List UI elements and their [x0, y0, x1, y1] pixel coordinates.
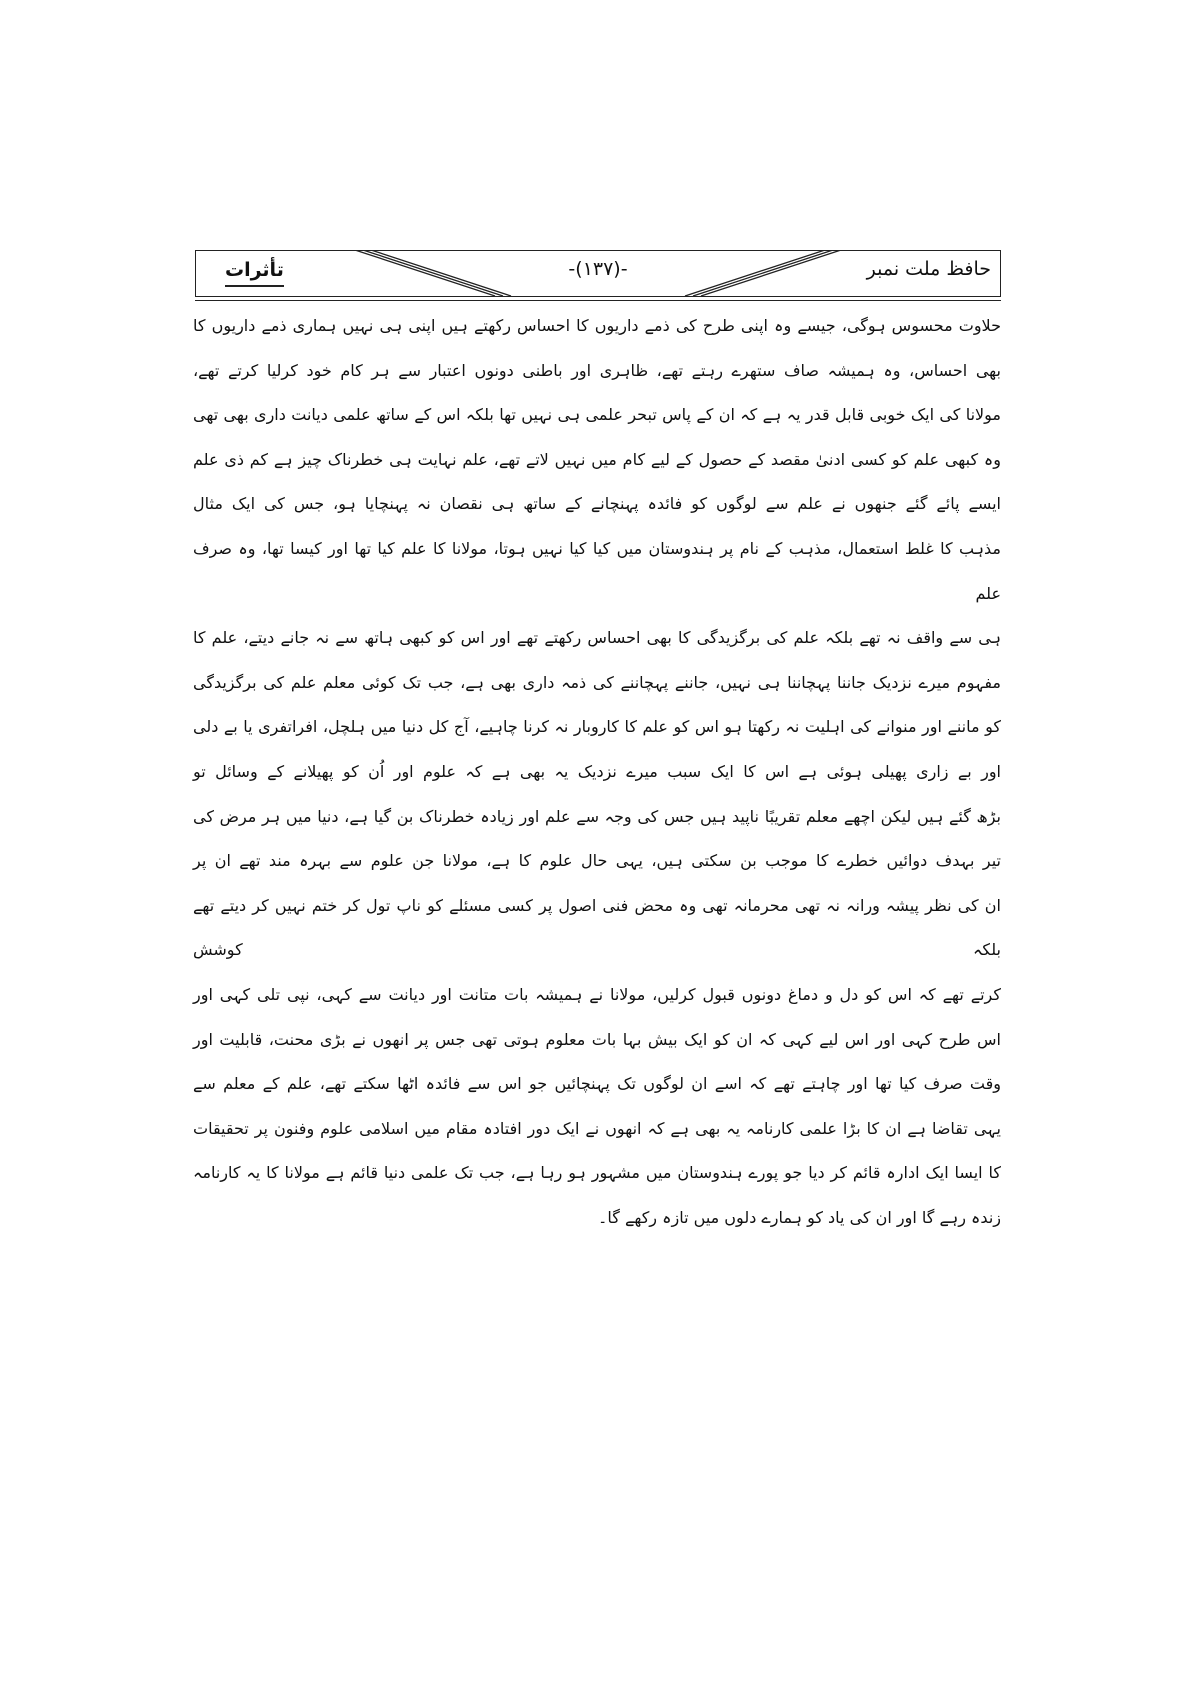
text-line: وہ کبھی علم کو کسی ادنیٰ مقصد کے حصول کے لیے کام میں نہیں لاتے تھے، علم نہایت ہی خطرناک چیز ہے کم ذی علم: [193, 449, 1001, 469]
page-header: [195, 250, 1001, 296]
text-line: ایسے پائے گئے جنھوں نے علم سے لوگوں کو فائدہ پہنچانے کے ساتھ ہی نقصان نہ پہنچایا ہو، جس کی ایک مثال: [193, 494, 1001, 514]
text-line-final: زندہ رہے گا اور ان کی یاد کو ہمارے دلوں میں تازہ رکھے گا۔: [597, 1207, 1001, 1227]
text-line: بھی احساس، وہ ہمیشہ صاف ستھرے رہتے تھے، ظاہری اور باطنی دونوں اعتبار سے ہر کام خود کرلیا کرتے تھے،: [193, 360, 1001, 380]
text-line: تیر بہدف دوائیں خطرے کا موجب بن سکتی ہیں، یہی حال علوم کا ہے، مولانا جن علوم سے بہرہ مند تھے ان پر: [193, 851, 1001, 871]
header-double-rule: [195, 296, 1001, 301]
text-line: کو ماننے اور منوانے کی اہلیت نہ رکھتا ہو اس کو علم کا کاروبار نہ کرنا چاہیے، آج کل دنیا میں ہلچل، افراتفری یا بے دلی: [193, 717, 1001, 737]
text-line: بڑھ گئے ہیں لیکن اچھے معلم تقریبًا ناپید ہیں جس کی وجہ سے علم اور زیادہ خطرناک بن گیا ہے، دنیا میں ہر مرض کی: [193, 806, 1001, 826]
text-line: اور بے زاری پھیلی ہوئی ہے اس کا ایک سبب میرے نزدیک یہ بھی ہے کہ علوم اور اُن کو پھیلانے کے وسائل تو: [193, 761, 1001, 781]
text-line: یہی تقاضا ہے ان کا بڑا علمی کارنامہ یہ بھی ہے کہ انھوں نے ایک دور افتادہ مقام میں اسلامی علوم وفنون پر تحقیقات: [193, 1118, 1001, 1138]
text-line: کرتے تھے کہ اس کو دل و دماغ دونوں قبول کرلیں، مولانا نے ہمیشہ بات متانت اور دیانت سے کہی، نپی تلی کہی اور: [193, 984, 1002, 1004]
text-line: حلاوت محسوس ہوگی، جیسے وہ اپنی طرح کی ذمے داریوں کا احساس رکھتے ہیں اپنی ہی نہیں ہماری ذمے داریوں کا: [193, 316, 1001, 335]
text-line: کا ایسا ایک ادارہ قائم کر دیا جو پورے ہندوستان میں مشہور ہو رہا ہے، جب تک علمی دنیا قائم ہے مولانا کا یہ کارنامہ: [193, 1163, 1001, 1183]
text-line: ہی سے واقف نہ تھے بلکہ علم کی برگزیدگی کا بھی احساس رکھتے تھے اور اس کو کبھی ہاتھ سے نہ جانے دیتے، علم کا: [193, 628, 1001, 648]
text-line: مذہب کا غلط استعمال، مذہب کے نام پر ہندوستان میں کیا کیا نہیں ہوتا، مولانا کا علم کیا تھا اور کیسا تھا، وہ صرف علم: [193, 538, 1001, 603]
text-line: ان کی نظر پیشہ ورانہ نہ تھی محرمانہ تھی وہ محض فنی اصول پر کسی مسئلے کو ناپ تول کر ختم نہیں کر دیتے تھے بلکہ کوشش: [193, 895, 1001, 960]
text-line: مولانا کی ایک خوبی قابل قدر یہ ہے کہ ان کے پاس تبحر علمی ہی نہیں تھا بلکہ اس کے ساتھ علمی دیانت داری بھی تھی: [193, 405, 1001, 425]
section-title: تأثرات: [225, 255, 284, 287]
page-number: -(۱۳۷)-: [568, 258, 628, 280]
publication-title: حافظ ملت نمبر: [866, 258, 991, 280]
article-body: [193, 304, 1001, 1240]
text-line: مفہوم میرے نزدیک جاننا پہچاننا ہی نہیں، جاننے پہچاننے کی ذمہ داری بھی ہے، جب تک کوئی معلم علم کی برگزیدگی: [193, 672, 1001, 692]
text-line: اس طرح کہی اور اس لیے کہی کہ ان کو ایک بیش بہا بات معلوم ہوتی تھی جس پر انھوں نے بڑی محنت، قابلیت اور: [193, 1029, 1001, 1049]
text-line: وقت صرف کیا تھا اور چاہتے تھے کہ اسے ان لوگوں تک پہنچائیں جو اس سے فائدہ اٹھا سکتے تھے، علم کے معلم سے: [193, 1074, 1001, 1094]
